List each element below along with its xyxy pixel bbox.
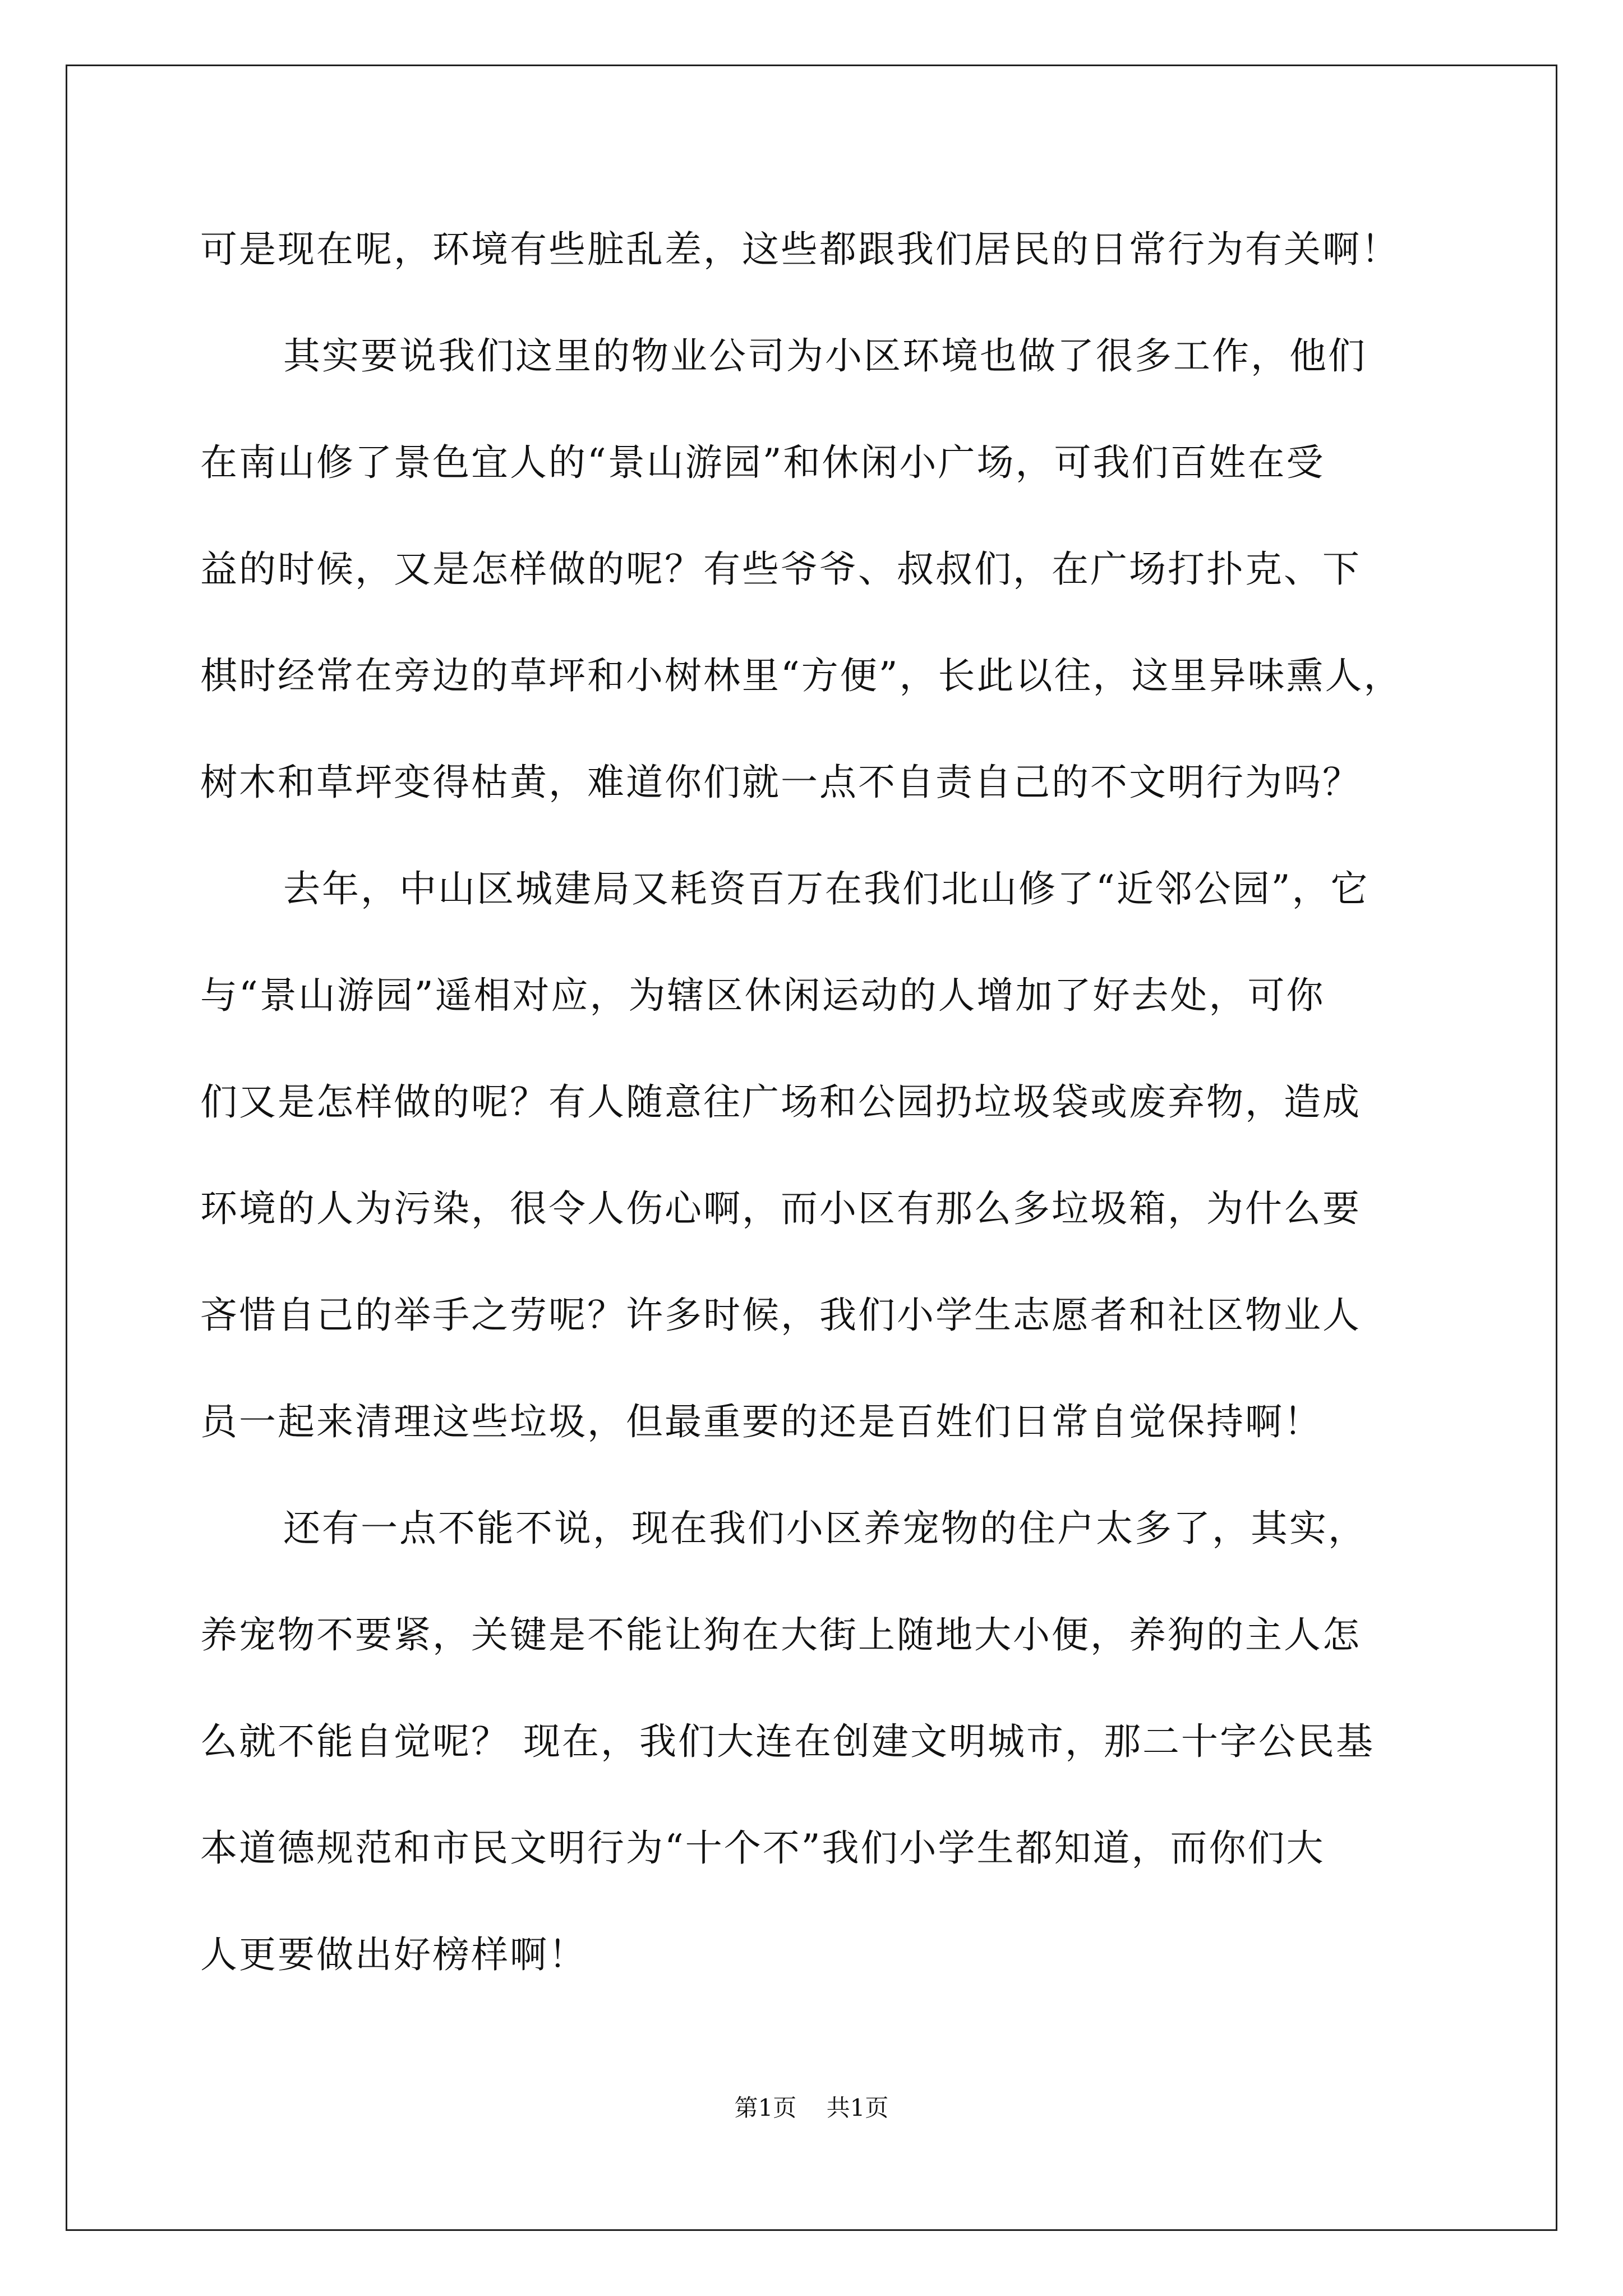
text-line: 们又是怎样做的呢？有人随意往广场和公园扔垃圾袋或废弃物，造成: [200, 1080, 1361, 1124]
text-line: 其实要说我们这里的物业公司为小区环境也做了很多工作，他们: [283, 334, 1367, 378]
text-line: 树木和草坪变得枯黄，难道你们就一点不自责自己的不文明行为吗？: [200, 761, 1361, 804]
text-line: 员一起来清理这些垃圾，但最重要的还是百姓们日常自觉保持啊！: [200, 1400, 1322, 1443]
page-footer: [0, 2091, 1623, 2125]
text-line: 吝惜自己的举手之劳呢？许多时候，我们小学生志愿者和社区物业人: [200, 1294, 1361, 1337]
page-total: 共1页: [826, 2094, 889, 2122]
page-number: 第1页: [734, 2094, 797, 2122]
text-line: 去年，中山区城建局又耗资百万在我们北山修了“近邻公园”，它: [283, 867, 1370, 910]
text-line: 养宠物不要紧，关键是不能让狗在大街上随地大小便，养狗的主人怎: [200, 1613, 1361, 1657]
text-line: 在南山修了景色宜人的“景山游园”和休闲小广场，可我们百姓在受: [200, 441, 1325, 484]
text-line: 么就不能自觉呢？ 现在，我们大连在创建文明城市，那二十字公民基: [200, 1720, 1375, 1763]
text-line: 还有一点不能不说，现在我们小区养宠物的住户太多了，其实，: [283, 1507, 1367, 1550]
text-line: 人更要做出好榜样啊！: [200, 1933, 587, 1976]
text-line: 与“景山游园”遥相对应，为辖区休闲运动的人增加了好去处，可你: [200, 974, 1325, 1017]
text-line: 益的时候，又是怎样做的呢？有些爷爷、叔叔们，在广场打扑克、下: [200, 547, 1361, 591]
document-body: [200, 196, 1437, 2008]
text-line: 环境的人为污染，很令人伤心啊，而小区有那么多垃圾箱，为什么要: [200, 1187, 1361, 1230]
text-line: 本道德规范和市民文明行为“十个不”我们小学生都知道，而你们大: [200, 1826, 1325, 1870]
text-line: 棋时经常在旁边的草坪和小树林里“方便”，长此以往，这里异味熏人，: [200, 654, 1403, 697]
text-line: 可是现在呢，环境有些脏乱差，这些都跟我们居民的日常行为有关啊！: [200, 228, 1400, 271]
